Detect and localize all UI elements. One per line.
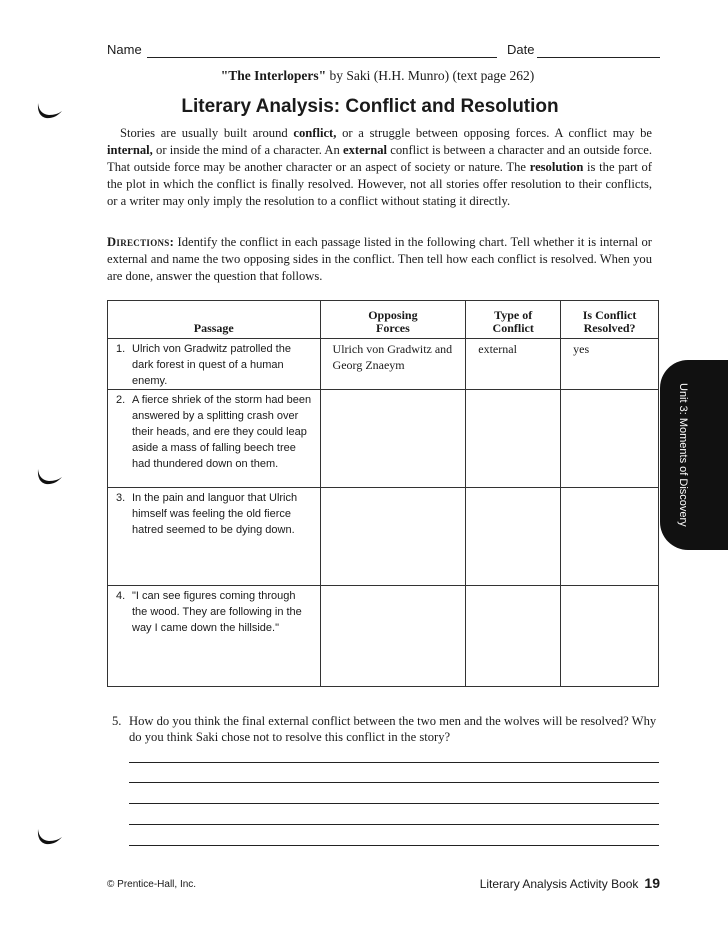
passage-number: 4. (116, 590, 126, 602)
opposing-forces-cell[interactable] (320, 488, 466, 586)
answer-line[interactable] (129, 803, 659, 804)
type-of-conflict-cell[interactable] (466, 488, 561, 586)
directions-text: Identify the conflict in each passage listed in the following chart. Tell whether it is internal or external and name the two opposing sides in the conflict. Then tell how each conflict is resolved. When you are done, answer the question that follows. (107, 235, 652, 283)
directions-label: Directions: (107, 235, 175, 249)
type-of-conflict-cell[interactable]: external (466, 339, 561, 390)
passage-text: In the pain and languor that Ulrich himself was feeling the old fierce hatred seemed to be dying down. (132, 492, 298, 536)
type-of-conflict-cell[interactable] (466, 390, 561, 488)
opposing-forces-cell[interactable]: Ulrich von Gradwitz and Georg Znaeym (320, 339, 466, 390)
conflict-chart (107, 300, 659, 687)
answer-line[interactable] (129, 845, 659, 846)
table-row (108, 339, 659, 390)
header-passage: Passage (108, 301, 321, 339)
passage-cell (108, 488, 321, 586)
table-row (108, 390, 659, 488)
passage-text: A fierce shriek of the storm had been answered by a splitting crash over their heads, and ere they could leap aside a mass of falling beech tree had thundered down on them. (132, 394, 312, 470)
passage-number: 2. (116, 394, 126, 406)
book-title: Literary Analysis Activity Book (479, 877, 639, 891)
is-resolved-cell[interactable] (561, 488, 659, 586)
passage-cell (108, 339, 321, 390)
term-resolution: resolution (529, 160, 584, 174)
question-number: 5. (112, 714, 122, 728)
passage-text: "I can see figures coming through the wood. They are following in the way I came down the hillside." (132, 590, 302, 634)
passage-text: Ulrich von Gradwitz patrolled the dark forest in quest of a human enemy. (132, 343, 291, 387)
is-resolved-cell[interactable] (561, 390, 659, 488)
header-is-resolved: Is Conflict Resolved? (561, 301, 659, 339)
answer-line[interactable] (129, 782, 659, 783)
passage-cell (108, 586, 321, 687)
intro-text: or inside the mind of a character. An (152, 143, 343, 157)
date-field-line[interactable] (537, 57, 660, 58)
work-subtitle (100, 68, 655, 84)
copyright-notice: © Prentice-Hall, Inc. (107, 879, 197, 890)
intro-text: is the part of the plot in which the conflict is finally resolved. However, not all stories offer resolution to their conflicts, or a writer may only imply the resolution to a conflict without stating it directly. (107, 160, 652, 208)
intro-paragraph (107, 125, 652, 210)
opposing-forces-cell[interactable] (320, 390, 466, 488)
term-conflict: conflict, (293, 126, 337, 140)
is-resolved-cell[interactable] (561, 586, 659, 687)
passage-number: 1. (116, 343, 126, 355)
page-number: 19 (644, 875, 660, 891)
chart-header-row (108, 301, 659, 339)
work-citation: by Saki (H.H. Munro) (text page 262) (326, 68, 535, 83)
header-opposing-forces: Opposing Forces (320, 301, 466, 339)
page-title: Literary Analysis: Conflict and Resolution (181, 96, 559, 117)
term-external: external (342, 143, 388, 157)
answer-line[interactable] (129, 762, 659, 763)
intro-text: Stories are usually built around (120, 126, 294, 140)
page-footer (466, 875, 660, 891)
term-internal: internal, (107, 143, 153, 157)
passage-cell (108, 390, 321, 488)
answer-line[interactable] (129, 824, 659, 825)
unit-tab-label: Unit 3: Moments of Discovery (677, 383, 689, 527)
question-text: How do you think the final external conflict between the two men and the wolves will be resolved? Why do you think Saki chose not to resolve this conflict in the story? (129, 714, 657, 744)
name-label: Name (107, 42, 142, 57)
unit-side-tab (660, 360, 728, 550)
intro-text: conflict is between a character and an outside force. That outside force may be another character or an aspect of society or nature. The (107, 143, 652, 174)
name-date-row (107, 42, 662, 60)
opposing-forces-cell[interactable] (320, 586, 466, 687)
type-of-conflict-cell[interactable] (466, 586, 561, 687)
passage-number: 3. (116, 492, 126, 504)
table-row (108, 488, 659, 586)
work-title: "The Interlopers" (220, 68, 327, 83)
directions-paragraph (107, 234, 652, 285)
question-5 (112, 713, 657, 745)
table-row (108, 586, 659, 687)
is-resolved-cell[interactable]: yes (561, 339, 659, 390)
binder-hole-mark-middle (35, 466, 65, 488)
header-type-of-conflict: Type of Conflict (466, 301, 561, 339)
date-label: Date (507, 42, 535, 57)
binder-hole-mark-bottom (35, 826, 65, 848)
intro-text: or a struggle between opposing forces. A conflict may be (336, 126, 652, 140)
name-field-line[interactable] (147, 57, 497, 58)
